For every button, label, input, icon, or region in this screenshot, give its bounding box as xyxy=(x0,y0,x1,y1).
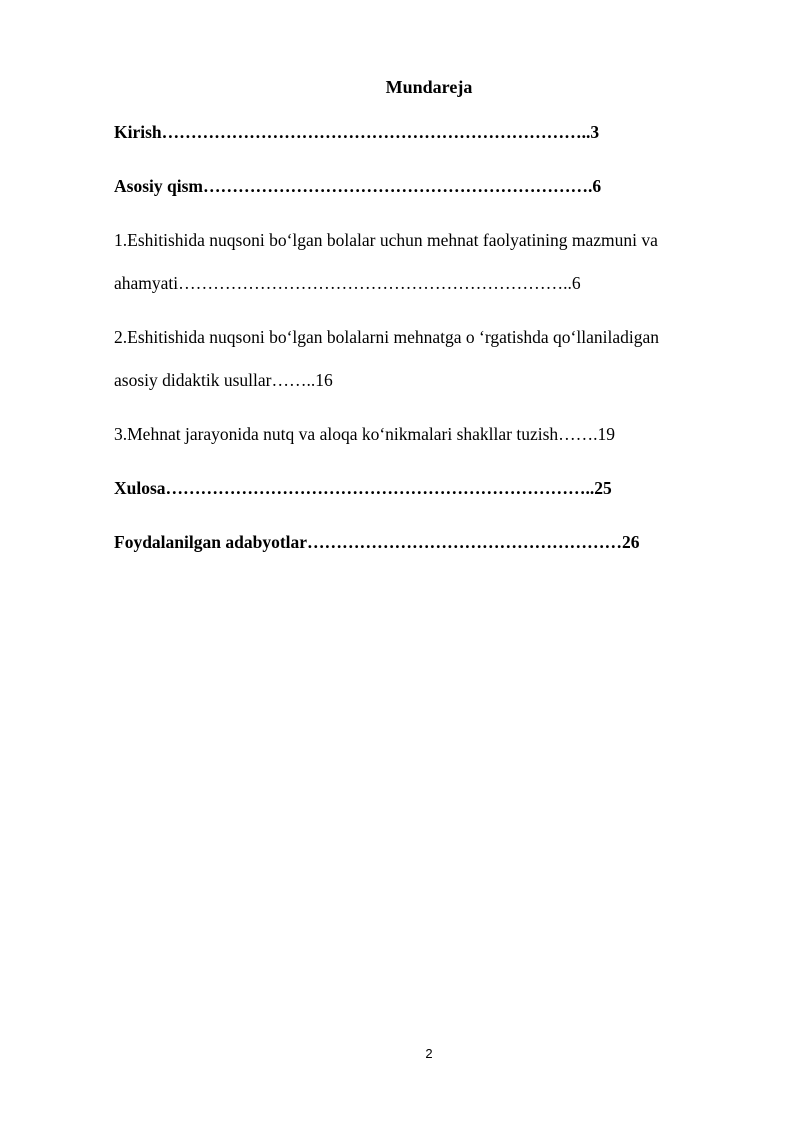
toc-entry-asosiy-qism: Asosiy qism………………………………………………………….6 xyxy=(114,176,602,196)
toc-entry-section-2-line-2: asosiy didaktik usullar……..16 xyxy=(114,370,333,390)
toc-entry-section-1-line-2: ahamyati…………………………………………………………..6 xyxy=(114,273,581,293)
page-title: Mundareja xyxy=(385,77,473,97)
toc-entry-section-1-line-1: 1.Eshitishida nuqsoni bo‘lgan bolalar uchun mehnat faolyatining mazmuni va xyxy=(114,230,658,250)
toc-entry-xulosa: Xulosa………………………………………………………………..25 xyxy=(114,478,612,498)
toc-entry-section-2-line-1: 2.Eshitishida nuqsoni bo‘lgan bolalarni mehnatga o ‘rgatishda qo‘llaniladigan xyxy=(114,327,659,347)
toc-entry-adabiyotlar: Foydalanilgan adabyotlar………………………………………………26 xyxy=(114,532,640,552)
page-number: 2 xyxy=(425,1046,433,1061)
toc-entry-section-3: 3.Mehnat jarayonida nutq va aloqa ko‘nikmalari shakllar tuzish…….19 xyxy=(114,424,616,444)
toc-entry-kirish: Kirish………………………………………………………………..3 xyxy=(114,122,600,142)
